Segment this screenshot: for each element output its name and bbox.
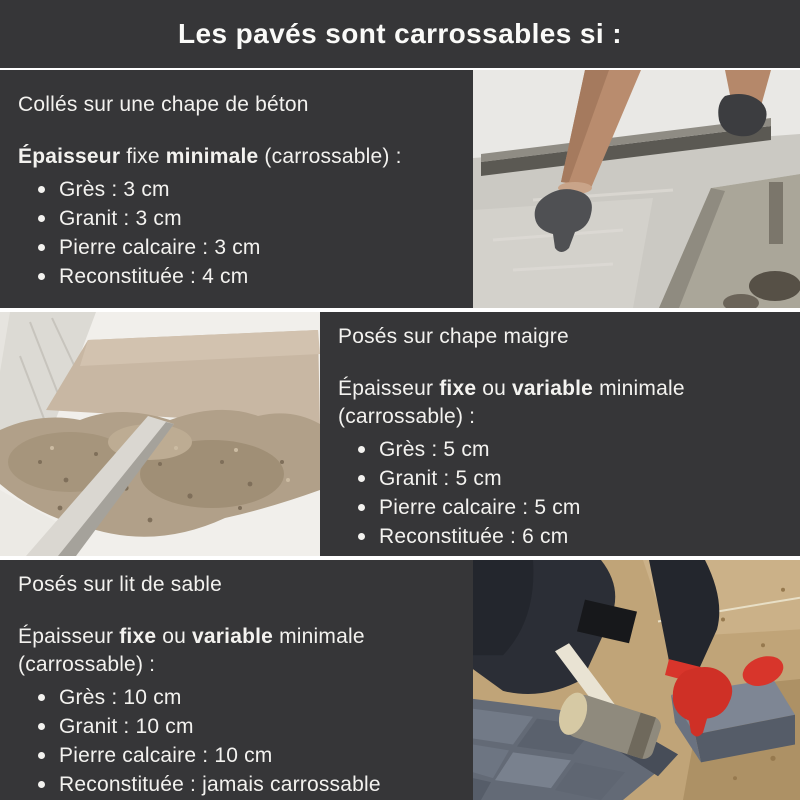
spec-segment: minimale — [165, 145, 259, 168]
list-item — [358, 493, 784, 522]
spec-segment: Épaisseur — [18, 145, 121, 168]
concrete-screed-illustration — [473, 70, 800, 308]
spec-segment: ou — [476, 377, 513, 400]
spec-line — [18, 143, 457, 171]
list-item-label: Grès : 3 cm — [59, 178, 170, 201]
photo-chape-maigre — [0, 312, 320, 556]
list-item-label: Reconstituée : 4 cm — [59, 265, 249, 288]
bullet-icon — [38, 215, 45, 222]
spec-segment: Épaisseur — [18, 625, 120, 648]
spec-segment: fixe — [439, 377, 477, 400]
list-item-label: Grès : 10 cm — [59, 686, 182, 709]
spec-line — [338, 375, 784, 431]
list-item — [38, 770, 457, 799]
spec-segment: ou — [156, 625, 193, 648]
bullet-icon — [358, 475, 365, 482]
list-item-label: Reconstituée : jamais carrossable — [59, 773, 381, 796]
list-item-label: Reconstituée : 6 cm — [379, 525, 569, 548]
list-item — [358, 435, 784, 464]
header — [0, 0, 800, 68]
panel-chape-maigre — [320, 312, 800, 556]
spec-segment: variable — [192, 625, 274, 648]
section-lit-de-sable — [0, 560, 800, 800]
section-heading: Collés sur une chape de béton — [18, 93, 309, 116]
spec-segment: minimale (carrossable) : — [338, 377, 685, 428]
section-chape-maigre — [0, 312, 800, 556]
material-list — [338, 435, 784, 551]
paver-laying-illustration — [473, 560, 800, 800]
list-item — [358, 522, 784, 551]
bullet-icon — [38, 752, 45, 759]
bullet-icon — [38, 723, 45, 730]
photo-pose-paves — [473, 560, 800, 800]
material-list — [18, 175, 457, 291]
bullet-icon — [38, 781, 45, 788]
spec-segment: variable — [512, 377, 594, 400]
spec-line — [18, 623, 457, 679]
list-item — [38, 683, 457, 712]
bullet-icon — [358, 533, 365, 540]
bullet-icon — [38, 273, 45, 280]
panel-lit-de-sable — [0, 560, 473, 800]
section-heading: Posés sur lit de sable — [18, 573, 223, 596]
list-item — [38, 741, 457, 770]
bullet-icon — [358, 504, 365, 511]
list-item — [38, 233, 457, 262]
page-title: Les pavés sont carrossables si : — [178, 18, 622, 49]
list-item-label: Pierre calcaire : 5 cm — [379, 496, 581, 519]
list-item — [38, 204, 457, 233]
list-item — [38, 712, 457, 741]
section-colle-chape-beton — [0, 70, 800, 308]
photo-lissage-beton — [473, 70, 800, 308]
list-item-label: Granit : 3 cm — [59, 207, 182, 230]
list-item — [358, 464, 784, 493]
list-item — [38, 175, 457, 204]
spec-segment: minimale (carrossable) : — [18, 625, 365, 676]
panel-chape-beton — [0, 70, 473, 308]
bullet-icon — [38, 694, 45, 701]
spec-segment: fixe — [119, 625, 157, 648]
bullet-icon — [358, 446, 365, 453]
list-item-label: Granit : 5 cm — [379, 467, 502, 490]
list-item-label: Pierre calcaire : 3 cm — [59, 236, 261, 259]
spec-segment: fixe — [120, 145, 166, 168]
list-item-label: Granit : 10 cm — [59, 715, 194, 738]
lean-screed-illustration — [0, 312, 320, 556]
section-heading: Posés sur chape maigre — [338, 325, 569, 348]
list-item-label: Grès : 5 cm — [379, 438, 490, 461]
material-list — [18, 683, 457, 799]
list-item-label: Pierre calcaire : 10 cm — [59, 744, 273, 767]
bullet-icon — [38, 186, 45, 193]
spec-segment: (carrossable) : — [258, 145, 402, 168]
spec-segment: Épaisseur — [338, 377, 440, 400]
list-item — [38, 262, 457, 291]
bullet-icon — [38, 244, 45, 251]
